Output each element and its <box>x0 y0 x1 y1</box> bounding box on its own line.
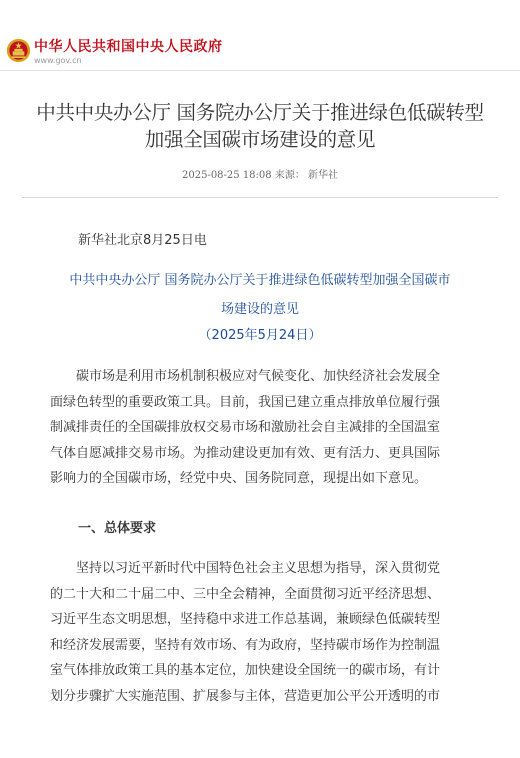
document-title-line-2: 场建设的意见 <box>220 302 299 317</box>
paragraph-line: 面绿色转型的重要政策工具。目前，我国已建立重点排放单位履行强 <box>50 394 441 410</box>
paragraph-line: 划分步骤扩大实施范围、扩展参与主体，营造更加公平公开透明的市 <box>50 688 441 704</box>
intro-paragraph <box>50 364 480 492</box>
article-meta: 2025-08-25 18:08 来源： 新华社 <box>181 170 338 181</box>
paragraph-line: 习近平生态文明思想，坚持稳中求进工作总基调，兼顾绿色低碳转型 <box>50 612 441 627</box>
paragraph-line: 气体自愿减排交易市场。为推动建设更加有效、更有活力、更具国际 <box>50 445 441 461</box>
site-url[interactable]: www.gov.cn <box>34 56 82 65</box>
site-name[interactable]: 中华人民共和国中央人民政府 <box>34 39 223 55</box>
document-date: （2025年5月24日） <box>198 328 322 343</box>
paragraph-line: 坚持以习近平新时代中国特色社会主义思想为指导，深入贯彻党 <box>50 561 441 576</box>
divider <box>22 197 498 198</box>
national-emblem-icon[interactable] <box>6 38 31 63</box>
paragraph-line: 制减排责任的全国碳排放权交易市场和激励社会自主减排的全国温室 <box>50 420 441 435</box>
site-header <box>0 0 520 71</box>
paragraph-line: 和经济发展需要，坚持有效市场、有为政府，坚持碳市场作为控制温 <box>50 637 441 653</box>
section-heading: 一、总体要求 <box>78 521 157 536</box>
article-title-line-1: 中共中央办公厅 国务院办公厅关于推进绿色低碳转型 <box>36 101 484 124</box>
paragraph-line: 的二十大和二十届二中、三中全会精神，全面贯彻习近平经济思想、 <box>50 586 441 602</box>
document-title-line-1: 中共中央办公厅 国务院办公厅关于推进绿色低碳转型加强全国碳市 <box>69 273 451 288</box>
dateline: 新华社北京8月25日电 <box>78 233 207 248</box>
article-title-line-2: 加强全国碳市场建设的意见 <box>144 128 376 151</box>
paragraph-line: 碳市场是利用市场机制积极应对气候变化、加快经济社会发展全 <box>50 369 441 384</box>
section-paragraph <box>50 556 480 709</box>
paragraph-line: 室气体排放政策工具的基本定位，加快建设全国统一的碳市场，有计 <box>50 663 441 678</box>
paragraph-line: 影响力的全国碳市场，经党中央、国务院同意，现提出如下意见。 <box>50 471 428 486</box>
